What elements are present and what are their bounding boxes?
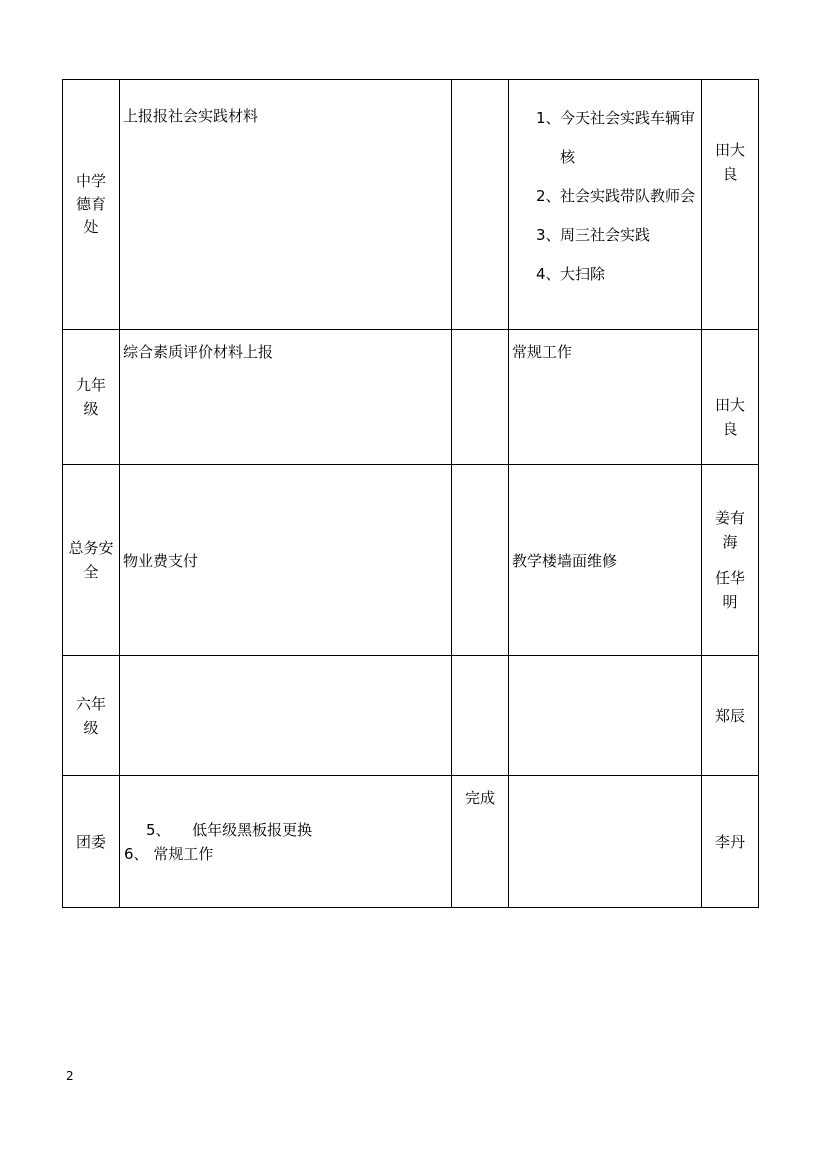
department-name: 团委 [75, 832, 106, 851]
list-item [509, 99, 701, 177]
status-cell [452, 330, 509, 465]
this-week-cell [509, 465, 702, 656]
department-cell [63, 465, 120, 656]
owner-cell [702, 776, 759, 908]
table-row [63, 330, 759, 465]
table-row [63, 80, 759, 330]
this-week-cell [509, 776, 702, 908]
last-week-cell [120, 465, 452, 656]
this-week-cell [509, 656, 702, 776]
department-cell [63, 656, 120, 776]
status-text: 完成 [464, 789, 495, 807]
department-name: 六年级 [75, 694, 106, 737]
table-row [63, 465, 759, 656]
owner-cell [702, 330, 759, 465]
this-week-text: 常规工作 [512, 343, 573, 361]
list-item [509, 177, 701, 216]
last-week-text: 上报报社会实践材料 [123, 107, 259, 125]
list-item [120, 818, 451, 842]
status-cell [452, 80, 509, 330]
work-plan-table [62, 79, 759, 908]
last-week-text: 综合素质评价材料上报 [123, 343, 274, 361]
item-number: 1、 [536, 109, 561, 127]
last-week-text: 物业费支付 [123, 552, 199, 570]
department-name: 九年级 [75, 376, 106, 418]
owner-name: 任华明 [714, 569, 745, 611]
item-text: 周三社会实践 [560, 226, 651, 244]
last-week-cell [120, 776, 452, 908]
owner-name: 李丹 [714, 832, 745, 851]
table-row [63, 776, 759, 908]
owner-name: 田大良 [714, 396, 745, 438]
owner-cell [702, 80, 759, 330]
item-number: 5、 [146, 820, 171, 839]
item-text: 今天社会实践车辆审核 [560, 109, 696, 166]
this-week-cell [509, 80, 702, 330]
department-name: 中学德育处 [75, 172, 106, 236]
department-name: 总务安全 [68, 539, 114, 581]
item-number: 6、 [124, 844, 149, 863]
status-cell [452, 465, 509, 656]
department-cell [63, 330, 120, 465]
last-week-cell [120, 656, 452, 776]
task-list [509, 80, 701, 294]
list-item [509, 216, 701, 255]
item-text: 大扫除 [560, 265, 606, 283]
list-item [120, 842, 451, 866]
owner-name: 姜有海 [714, 509, 745, 551]
page-number: 2 [66, 1069, 74, 1083]
owner-cell [702, 465, 759, 656]
table-row [63, 656, 759, 776]
item-text: 低年级黑板报更换 [192, 820, 313, 839]
status-cell [452, 656, 509, 776]
owner-cell [702, 656, 759, 776]
item-number: 3、 [536, 226, 561, 244]
owner-name: 郑辰 [714, 706, 745, 725]
status-cell [452, 776, 509, 908]
owner-name: 田大良 [714, 141, 745, 183]
item-number: 2、 [536, 187, 561, 205]
this-week-text: 教学楼墙面维修 [512, 552, 618, 570]
item-text: 社会实践带队教师会 [560, 187, 696, 205]
list-item [509, 255, 701, 294]
item-number: 4、 [536, 265, 561, 283]
this-week-cell [509, 330, 702, 465]
last-week-cell [120, 330, 452, 465]
department-cell [63, 80, 120, 330]
item-text: 常规工作 [153, 844, 214, 863]
last-week-cell [120, 80, 452, 330]
department-cell [63, 776, 120, 908]
